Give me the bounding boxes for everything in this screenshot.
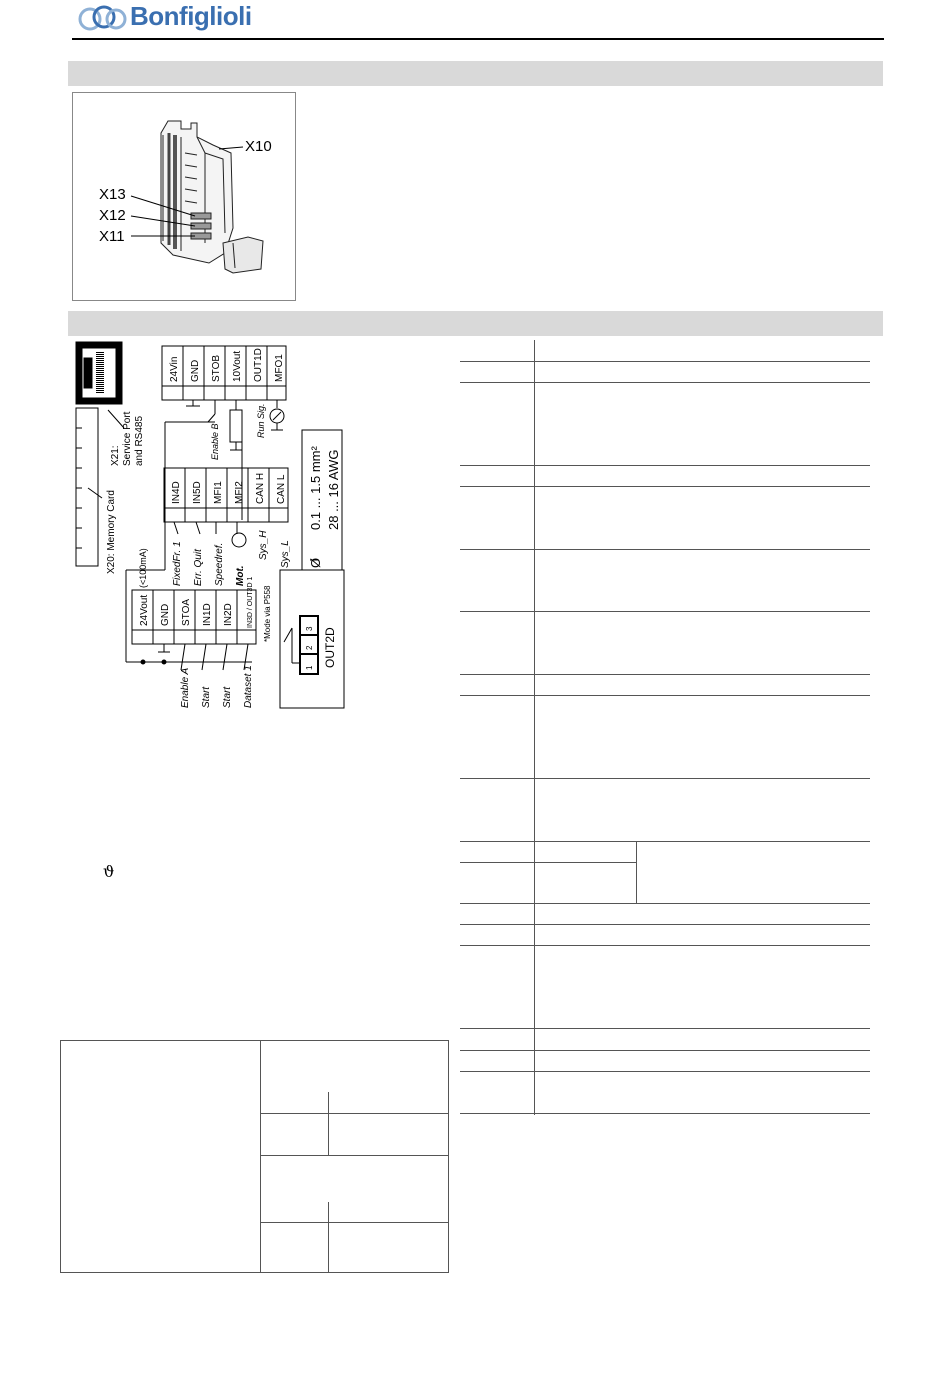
x21-label: X21: (110, 445, 121, 466)
x13-terminal-label: MFO1 (274, 354, 285, 382)
table-row-rule (460, 924, 870, 925)
x13-terminal-label: OUT1D (253, 348, 264, 382)
section-heading-bar (68, 61, 883, 86)
table-row-rule (460, 1113, 870, 1114)
relay-pin: 2 (305, 645, 314, 650)
theta-symbol: ϑ (103, 862, 115, 881)
x12-terminal-label: CAN H (255, 472, 266, 504)
error-quit-label: Err. Quit (193, 549, 204, 586)
speed-reference-label: Speedref. (214, 542, 225, 586)
header-rule (72, 38, 884, 40)
table-row-rule (60, 1040, 449, 1041)
wire-cross-section: 0.1 ... 1.5 mm² (308, 446, 323, 530)
connector-label-x10: X10 (245, 138, 272, 155)
x13-terminal-label: 24Vin (169, 356, 180, 382)
table-column-divider (636, 841, 637, 903)
table-row-rule (60, 1272, 449, 1273)
sys-l-label: Sys_L (280, 540, 291, 568)
brand-logo-icon (78, 4, 128, 32)
x12-terminal-label: MFI1 (213, 481, 224, 504)
start-counterclockwise-label: Start (222, 686, 233, 708)
x13-terminal-label: STOB (211, 354, 222, 382)
device-figure (72, 92, 296, 301)
mode-note: *Mode via P558 (263, 585, 272, 642)
sys-h-label: Sys_H (258, 530, 269, 560)
diameter-symbol: Ø (308, 557, 323, 568)
start-clockwise-label: Start (201, 686, 212, 708)
x12-terminal-label: IN4D (171, 481, 182, 504)
table-row-rule (460, 361, 870, 362)
table-row-rule (460, 903, 870, 904)
table-row-rule (460, 695, 870, 696)
table-row-rule (460, 945, 870, 946)
table-row-rule (460, 486, 870, 487)
connector-label-x12: X12 (99, 207, 126, 224)
relay-pin: 1 (305, 665, 314, 670)
max-current-label: (<100mA) (138, 548, 148, 588)
table-row-rule (460, 382, 870, 383)
x13-terminal-label: 10Vout (232, 350, 243, 382)
relay-label: OUT2D (323, 627, 337, 668)
table-row-rule (460, 465, 870, 466)
table-row-rule (260, 1113, 448, 1114)
table-row-rule (460, 778, 870, 779)
wiring-diagram (70, 338, 360, 713)
wire-awg: 28 ... 16 AWG (326, 449, 341, 530)
table-column-divider (260, 1040, 261, 1272)
table-column-divider (328, 1202, 329, 1272)
enable-b-label: Enable B (210, 423, 220, 460)
relay-pin: 3 (305, 626, 314, 631)
table-column-divider (534, 340, 535, 1115)
table-row-rule (460, 549, 870, 550)
table-row-rule (460, 1071, 870, 1072)
x21-label-line2: Service Port (122, 411, 133, 466)
table-row-rule (260, 1222, 448, 1223)
x11-terminal-label: IN3D / OUT3D 1 (247, 576, 254, 628)
table-column-divider (328, 1092, 329, 1155)
table-column-divider (448, 1040, 449, 1272)
x12-terminal-label: CAN L (276, 474, 287, 504)
x12-terminal-label: IN5D (192, 481, 203, 504)
table-row-rule (460, 862, 636, 863)
table-row-rule (460, 1050, 870, 1051)
x11-terminal-label: IN1D (202, 603, 213, 626)
x20-label: X20: Memory Card (106, 490, 117, 574)
table-row-rule (460, 1028, 870, 1029)
table-column-divider (60, 1040, 61, 1272)
run-signal-label: Run Sig. (256, 403, 266, 438)
dataset-label: Dataset 1 (243, 665, 254, 708)
x13-terminal-label: GND (190, 359, 201, 382)
motor-temperature-label: Mot. (235, 565, 246, 586)
enable-a-label: Enable A (180, 667, 191, 708)
table-row-rule (460, 674, 870, 675)
x11-terminal-label: IN2D (223, 603, 234, 626)
connector-label-x11: X11 (99, 228, 125, 245)
x11-terminal-label: STOA (181, 598, 192, 626)
table-row-rule (460, 841, 870, 842)
brand-name: Bonfiglioli (130, 1, 252, 31)
section-heading-bar-2 (68, 311, 883, 336)
connector-label-x13: X13 (99, 186, 126, 203)
x12-terminal-label: MFI2 (234, 481, 245, 504)
table-row-rule (460, 611, 870, 612)
fixed-frequency-label: FixedFr. 1 (172, 541, 183, 586)
table-row-rule (260, 1155, 448, 1156)
x11-terminal-label: GND (160, 603, 171, 626)
x21-label-line3: and RS485 (134, 415, 145, 466)
x11-terminal-label: 24Vout (139, 594, 150, 626)
